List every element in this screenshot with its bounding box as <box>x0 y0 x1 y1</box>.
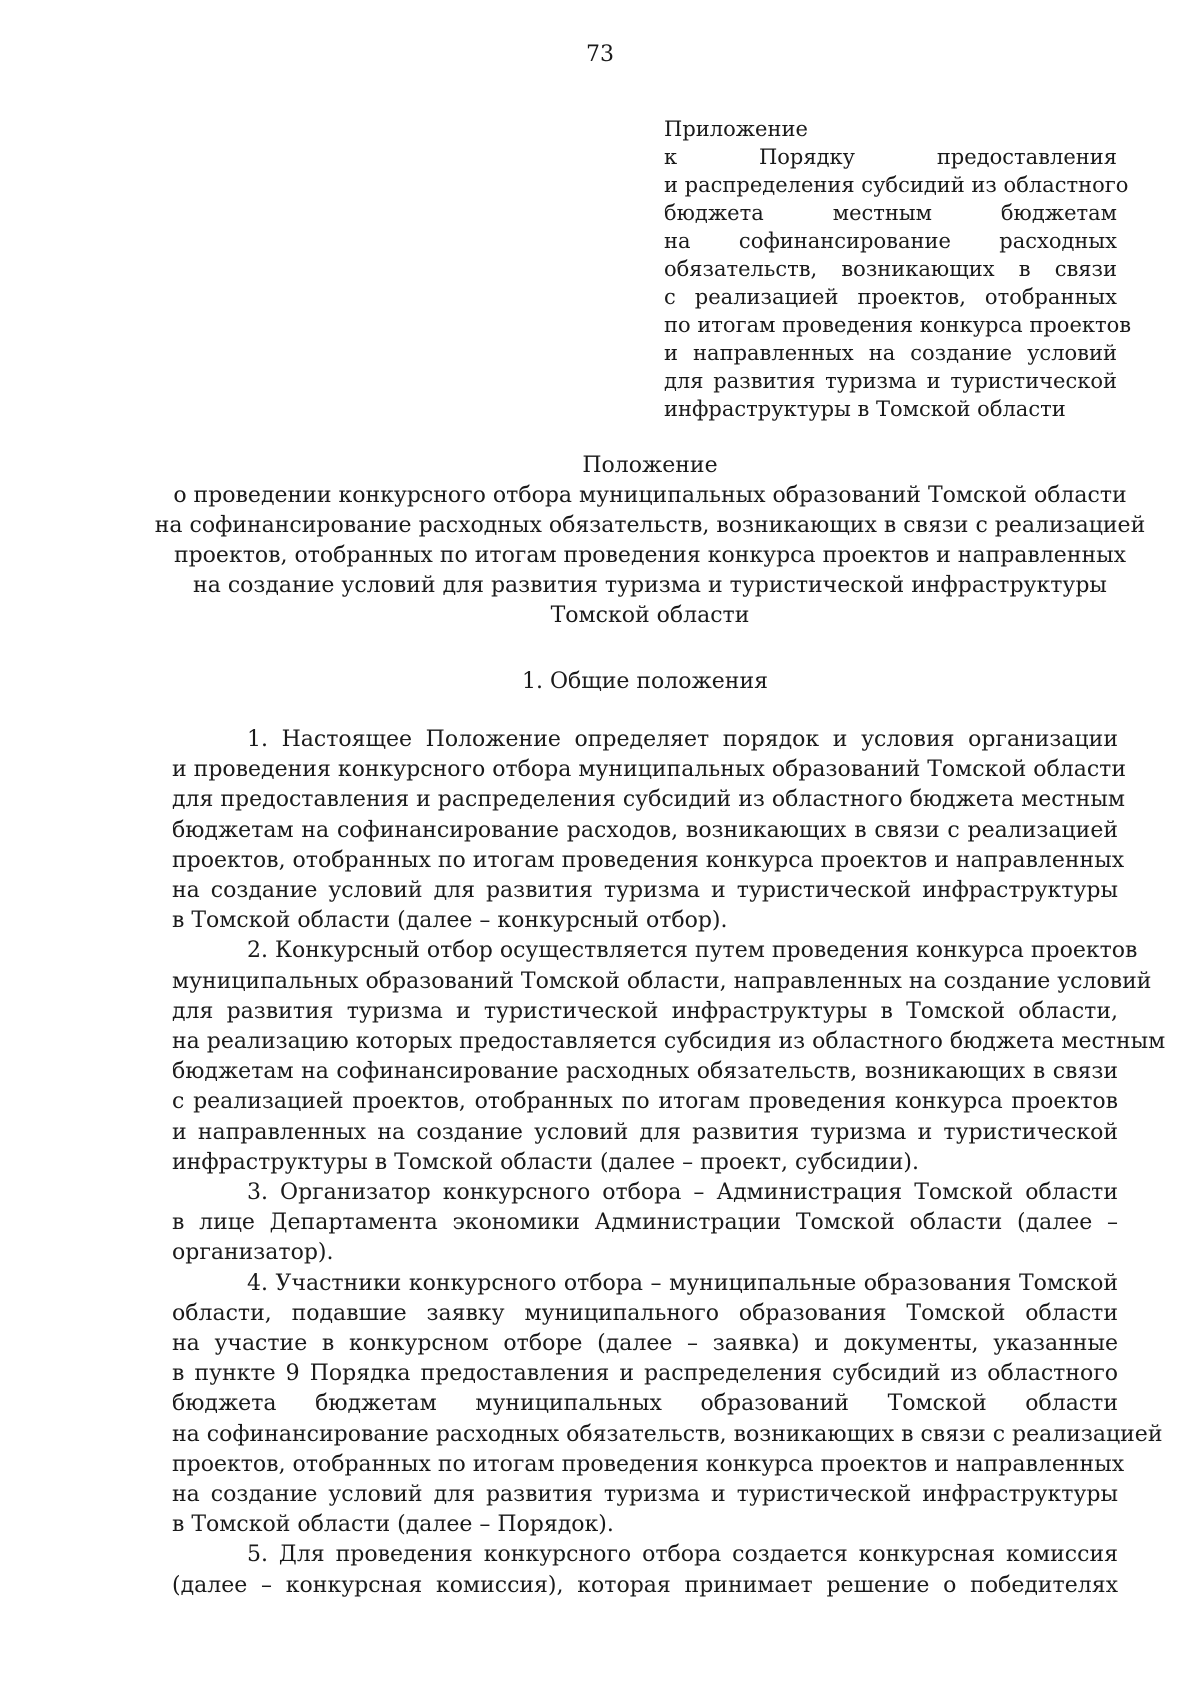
text-line: на создание условий для развития туризма и туристической инфраструктуры <box>172 878 1118 904</box>
text-line: (далее – конкурсная комиссия), которая принимает решение о победителях <box>172 1572 1118 1598</box>
appendix-line: с реализацией проектов, отобранных <box>664 285 1117 309</box>
section-heading: 1. Общие положения <box>522 669 768 694</box>
text-line: бюджета бюджетам муниципальных образований Томской области <box>172 1391 1118 1417</box>
text-line: 2. Конкурсный отбор осуществляется путем проведения конкурса проектов <box>247 938 1138 964</box>
text-line: на софинансирование расходных обязательств, возникающих в связи с реализацией <box>172 1421 1163 1447</box>
text-line: в Томской области (далее – Порядок). <box>172 1512 614 1538</box>
appendix-line: бюджета местным бюджетам <box>664 201 1117 225</box>
text-line: 5. Для проведения конкурсного отбора создается конкурсная комиссия <box>247 1542 1118 1568</box>
paragraph-5 <box>172 1540 1118 1600</box>
appendix-header <box>664 115 1132 423</box>
text-line: 3. Организатор конкурсного отбора – Администрация Томской области <box>247 1180 1118 1206</box>
appendix-line: инфраструктуры в Томской области <box>664 397 1066 421</box>
text-line: бюджетам на софинансирование расходов, возникающих в связи с реализацией <box>172 817 1118 843</box>
appendix-line: на софинансирование расходных <box>664 229 1117 253</box>
body-text <box>172 725 1166 1601</box>
appendix-line: Приложение <box>664 117 808 141</box>
paragraph-3 <box>172 1178 1118 1269</box>
page-number: 73 <box>586 42 614 67</box>
text-line: в пункте 9 Порядка предоставления и распределения субсидий из областного <box>172 1361 1118 1387</box>
title-line: на софинансирование расходных обязательств, возникающих в связи с реализацией <box>154 513 1146 538</box>
text-line: 1. Настоящее Положение определяет порядок и условия организации <box>247 727 1118 752</box>
text-line: на создание условий для развития туризма и туристической инфраструктуры <box>172 1482 1118 1508</box>
document-title <box>150 451 1150 631</box>
paragraph-1 <box>172 725 1127 936</box>
title-line: о проведении конкурсного отбора муниципальных образований Томской области <box>173 483 1127 508</box>
title-line: Положение <box>582 453 718 478</box>
text-line: муниципальных образований Томской области, направленных на создание условий <box>172 968 1152 994</box>
text-line: и направленных на создание условий для развития туризма и туристической <box>172 1119 1118 1145</box>
text-line: и проведения конкурсного отбора муниципальных образований Томской области <box>172 757 1127 783</box>
text-line: организатор). <box>172 1240 334 1266</box>
text-line: с реализацией проектов, отобранных по итогам проведения конкурса проектов <box>172 1089 1118 1115</box>
text-line: инфраструктуры в Томской области (далее – проект, субсидии). <box>172 1149 919 1175</box>
paragraph-2 <box>172 936 1166 1178</box>
appendix-line: обязательств, возникающих в связи <box>664 257 1117 281</box>
text-line: на участие в конкурсном отборе (далее – заявка) и документы, указанные <box>172 1331 1118 1357</box>
text-line: в лице Департамента экономики Администрации Томской области (далее – <box>172 1210 1118 1236</box>
appendix-line: к Порядку предоставления <box>664 145 1117 169</box>
text-line: проектов, отобранных по итогам проведения конкурса проектов и направленных <box>172 1451 1125 1477</box>
text-line: для развития туризма и туристической инфраструктуры в Томской области, <box>172 998 1118 1024</box>
text-line: в Томской области (далее – конкурсный отбор). <box>172 908 728 934</box>
text-line: бюджетам на софинансирование расходных обязательств, возникающих в связи <box>172 1059 1118 1085</box>
text-line: проектов, отобранных по итогам проведения конкурса проектов и направленных <box>172 847 1125 873</box>
text-line: для предоставления и распределения субсидий из областного бюджета местным <box>172 787 1125 813</box>
title-line: проектов, отобранных по итогам проведения конкурса проектов и направленных <box>173 543 1127 568</box>
paragraph-4 <box>172 1269 1163 1541</box>
text-line: области, подавшие заявку муниципального образования Томской области <box>172 1300 1118 1326</box>
text-line: на реализацию которых предоставляется субсидия из областного бюджета местным <box>172 1029 1166 1055</box>
text-line: 4. Участники конкурсного отбора – муниципальные образования Томской <box>247 1270 1118 1296</box>
appendix-line: и направленных на создание условий <box>664 341 1117 365</box>
appendix-line: для развития туризма и туристической <box>664 369 1117 393</box>
title-line: Томской области <box>550 603 750 628</box>
title-line: на создание условий для развития туризма и туристической инфраструктуры <box>193 573 1107 598</box>
appendix-line: по итогам проведения конкурса проектов <box>664 313 1132 337</box>
appendix-line: и распределения субсидий из областного <box>664 173 1129 197</box>
